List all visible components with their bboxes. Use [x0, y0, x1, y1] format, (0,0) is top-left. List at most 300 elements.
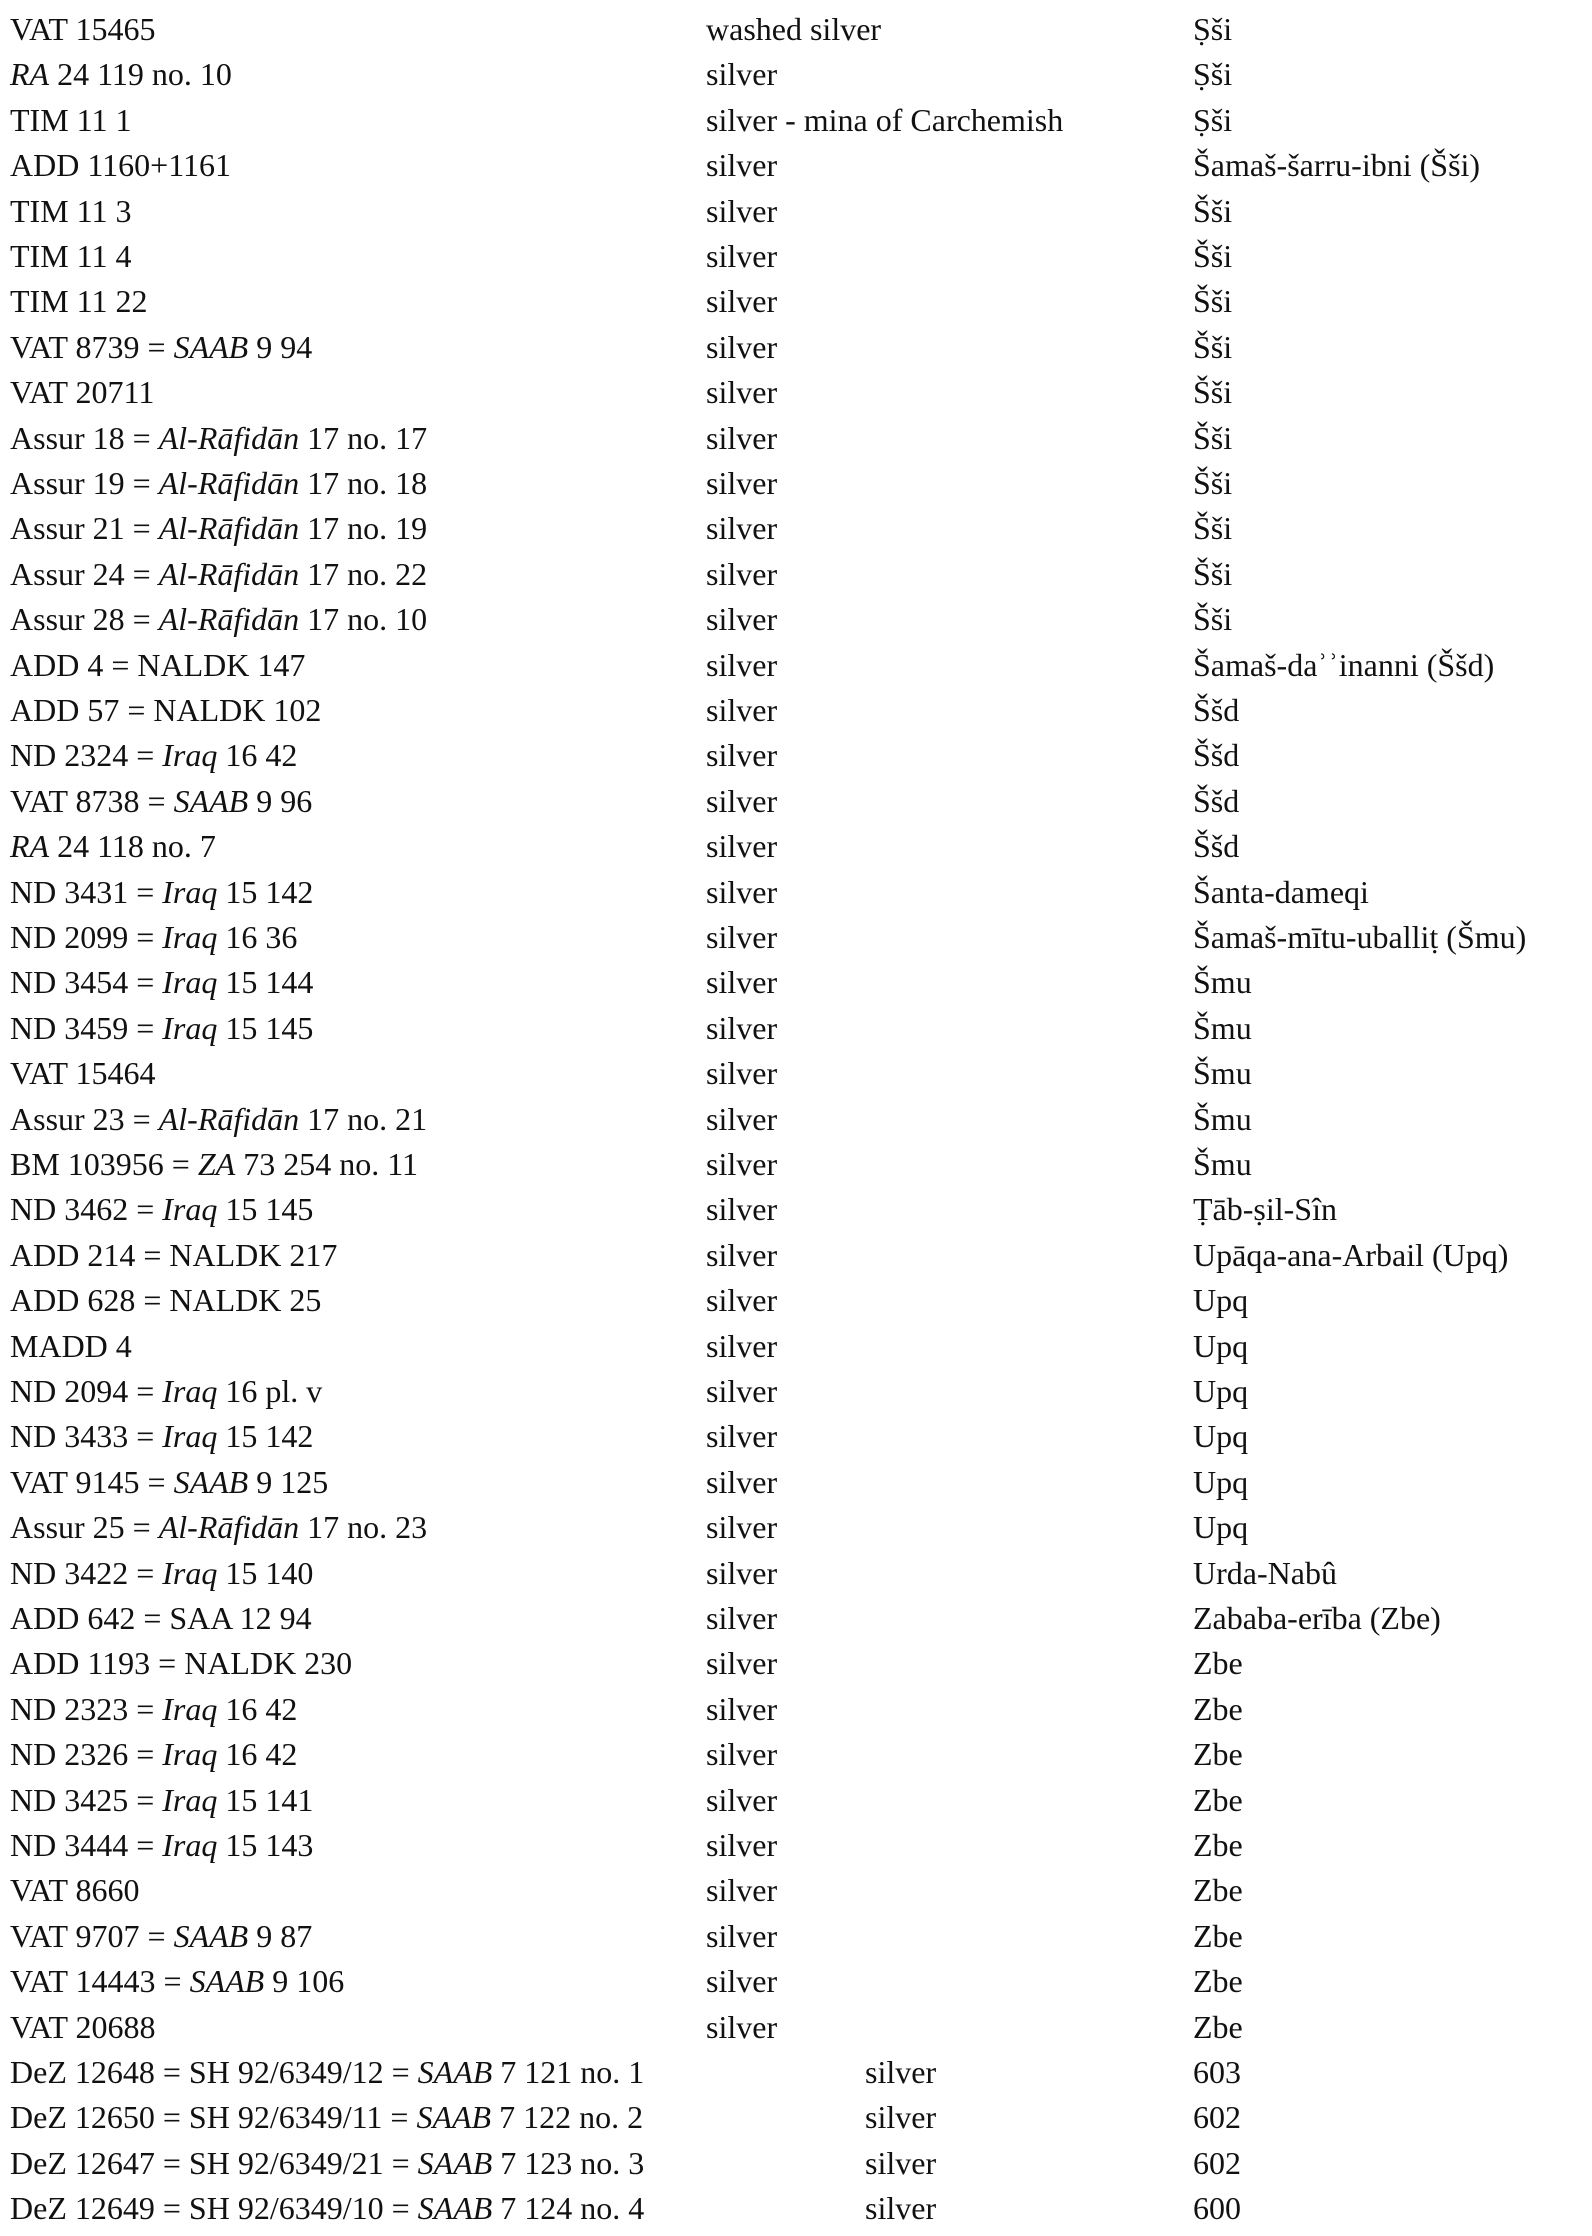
table-row: [0, 779, 1592, 824]
reference-text: VAT 20711: [10, 374, 155, 411]
publication-title: RA: [10, 828, 50, 865]
material-cell: silver: [706, 1917, 778, 1954]
name-cell: Šši: [1193, 283, 1233, 320]
reference-text: ND 2324 =: [10, 737, 163, 774]
reference-text: Assur 24 =: [10, 555, 159, 592]
name-cell: Šši: [1193, 419, 1233, 456]
reference-text: Assur 28 =: [10, 601, 159, 638]
reference-cell: [10, 279, 147, 324]
name-cell: Šši: [1193, 510, 1233, 547]
material-cell: silver: [706, 374, 778, 411]
reference-cell: [10, 1641, 352, 1686]
reference-cell: [10, 1551, 313, 1596]
reference-text: 9 106: [264, 1963, 345, 2000]
material-cell: silver: [865, 2099, 937, 2136]
table-row: [0, 1097, 1592, 1142]
name-cell: Ṣši: [1193, 56, 1233, 93]
reference-cell: [10, 2141, 644, 2186]
reference-text: 9 96: [248, 782, 313, 819]
publication-title: SAAB: [417, 2054, 493, 2090]
table-row: [0, 143, 1592, 188]
reference-text: 15 144: [217, 964, 314, 1001]
material-cell: silver: [706, 1191, 778, 1228]
material-cell: silver: [706, 1781, 778, 1818]
table-row: [0, 1732, 1592, 1777]
publication-title: SAAB: [173, 1463, 249, 1500]
reference-cell: [10, 506, 427, 551]
name-cell: Upq: [1193, 1418, 1249, 1455]
table-row: [0, 1324, 1592, 1369]
publication-title: Iraq: [162, 737, 218, 774]
material-cell: silver: [706, 1282, 778, 1319]
publication-title: Iraq: [162, 1191, 218, 1228]
reference-text: ADD 1160+1161: [10, 147, 231, 184]
reference-text: 17 no. 10: [299, 601, 428, 638]
reference-text: 15 142: [217, 873, 314, 910]
name-cell: Zbe: [1193, 1690, 1243, 1727]
material-cell: silver: [865, 2144, 937, 2181]
reference-cell: [10, 688, 321, 733]
reference-cell: [10, 2095, 643, 2140]
name-cell: Ṣši: [1193, 11, 1233, 47]
table-row: [0, 1823, 1592, 1868]
material-cell: silver: [706, 1100, 778, 1137]
material-cell: silver - mina of Carchemish: [706, 101, 1064, 138]
reference-text: DeZ 12647 = SH 92/6349/21 =: [10, 2144, 418, 2181]
table-row: [0, 1414, 1592, 1459]
publication-title: Al-Rāfidān: [158, 601, 300, 638]
name-cell: Zbe: [1193, 1645, 1243, 1682]
name-cell: Zbe: [1193, 1963, 1243, 2000]
reference-cell: [10, 325, 312, 370]
name-cell: 603: [1193, 2054, 1241, 2090]
reference-cell: [10, 461, 427, 506]
table-row: [0, 1187, 1592, 1232]
reference-cell: [10, 1187, 313, 1232]
reference-cell: [10, 960, 313, 1005]
reference-text: ND 3433 =: [10, 1418, 163, 1455]
material-cell: silver: [706, 2008, 778, 2045]
publication-title: SAAB: [173, 782, 249, 819]
table-row: [0, 325, 1592, 370]
reference-text: Assur 23 =: [10, 1100, 159, 1137]
material-cell: silver: [706, 1736, 778, 1773]
reference-text: ND 3454 =: [10, 964, 163, 1001]
material-cell: silver: [706, 555, 778, 592]
reference-text: 17 no. 21: [299, 1100, 428, 1137]
material-cell: silver: [706, 1009, 778, 1046]
material-cell: silver: [865, 2190, 937, 2227]
publication-title: Al-Rāfidān: [158, 419, 300, 456]
reference-text: VAT 15465: [10, 11, 156, 47]
publication-title: Iraq: [162, 1009, 218, 1046]
publication-title: Iraq: [162, 1781, 218, 1818]
name-cell: Ššd: [1193, 737, 1240, 774]
reference-text: ADD 642 = SAA 12 94: [10, 1600, 312, 1636]
material-cell: silver: [706, 1327, 778, 1364]
material-cell: silver: [706, 828, 778, 865]
reference-cell: [10, 643, 305, 688]
reference-text: ADD 628 = NALDK 25: [10, 1282, 322, 1319]
reference-text: 16 42: [217, 737, 298, 774]
name-cell: Šmu: [1193, 1055, 1252, 1092]
name-cell: Upq: [1193, 1463, 1249, 1500]
table-row: [0, 1006, 1592, 1051]
table-row: [0, 189, 1592, 234]
material-cell: silver: [706, 1600, 778, 1636]
name-cell: Šši: [1193, 465, 1233, 501]
material-cell: washed silver: [706, 11, 882, 47]
name-cell: Zbe: [1193, 1736, 1243, 1773]
reference-cell: [10, 1414, 313, 1459]
reference-text: ND 2326 =: [10, 1736, 163, 1773]
publication-title: Al-Rāfidān: [158, 1100, 300, 1137]
table-row: [0, 733, 1592, 778]
reference-text: 9 87: [248, 1917, 313, 1954]
material-cell: silver: [706, 1373, 778, 1409]
publication-title: Iraq: [162, 1554, 218, 1591]
reference-text: TIM 11 3: [10, 192, 132, 229]
table-row: [0, 461, 1592, 506]
material-cell: silver: [706, 646, 778, 683]
table-row: [0, 1278, 1592, 1323]
reference-cell: [10, 7, 156, 52]
material-cell: silver: [706, 510, 778, 547]
table-row: [0, 2050, 1592, 2095]
table-row: [0, 1868, 1592, 1913]
table-row: [0, 1369, 1592, 1414]
reference-text: 17 no. 23: [299, 1509, 428, 1546]
reference-text: ND 3422 =: [10, 1554, 163, 1591]
reference-text: MADD 4: [10, 1327, 132, 1364]
reference-cell: [10, 1868, 140, 1913]
reference-text: 16 42: [217, 1736, 298, 1773]
material-cell: silver: [865, 2054, 937, 2090]
publication-title: Al-Rāfidān: [158, 510, 300, 547]
publication-title: SAAB: [417, 2190, 493, 2227]
name-cell: Šmu: [1193, 1100, 1252, 1137]
table-row: [0, 98, 1592, 143]
reference-text: ND 3459 =: [10, 1009, 163, 1046]
reference-cell: [10, 1278, 321, 1323]
reference-cell: [10, 1142, 418, 1187]
table-row: [0, 1959, 1592, 2004]
name-cell: Upq: [1193, 1509, 1249, 1546]
material-cell: silver: [706, 1690, 778, 1727]
table-row: [0, 1687, 1592, 1732]
reference-cell: [10, 52, 232, 97]
table-row: [0, 1142, 1592, 1187]
material-cell: silver: [706, 737, 778, 774]
material-cell: silver: [706, 56, 778, 93]
table-row: [0, 416, 1592, 461]
reference-text: 16 42: [217, 1690, 298, 1727]
reference-cell: [10, 416, 427, 461]
table-row: [0, 2141, 1592, 2186]
name-cell: Šši: [1193, 555, 1233, 592]
table-row: [0, 915, 1592, 960]
reference-text: VAT 8738 =: [10, 782, 174, 819]
table-row: [0, 824, 1592, 869]
name-cell: Šši: [1193, 328, 1233, 365]
reference-cell: [10, 1097, 427, 1142]
material-cell: silver: [706, 465, 778, 501]
material-cell: silver: [706, 328, 778, 365]
material-cell: silver: [706, 238, 778, 274]
reference-text: ADD 57 = NALDK 102: [10, 692, 322, 728]
reference-text: Assur 18 =: [10, 419, 159, 456]
table-row: [0, 234, 1592, 279]
table-row: [0, 1460, 1592, 1505]
reference-text: 24 118 no. 7: [49, 828, 216, 865]
table-row: [0, 2095, 1592, 2140]
reference-cell: [10, 1914, 312, 1959]
reference-text: 9 125: [248, 1463, 329, 1500]
publication-title: Iraq: [162, 1827, 218, 1863]
reference-text: TIM 11 22: [10, 283, 148, 320]
reference-text: 15 143: [217, 1827, 314, 1863]
material-cell: silver: [706, 283, 778, 320]
material-cell: silver: [706, 1645, 778, 1682]
reference-cell: [10, 779, 312, 824]
reference-cell: [10, 552, 427, 597]
publication-title: Iraq: [162, 1373, 218, 1409]
reference-cell: [10, 915, 297, 960]
reference-text: 17 no. 18: [299, 465, 428, 501]
publication-title: Al-Rāfidān: [158, 1509, 300, 1546]
reference-cell: [10, 1233, 337, 1278]
name-cell: Zbe: [1193, 1827, 1243, 1863]
publication-title: Iraq: [162, 1418, 218, 1455]
reference-cell: [10, 2005, 156, 2050]
name-cell: Zbe: [1193, 1781, 1243, 1818]
reference-text: 7 122 no. 2: [491, 2099, 644, 2136]
reference-cell: [10, 733, 297, 778]
reference-cell: [10, 1460, 328, 1505]
reference-text: 17 no. 19: [299, 510, 428, 547]
material-cell: silver: [706, 419, 778, 456]
reference-text: DeZ 12650 = SH 92/6349/11 =: [10, 2099, 417, 2136]
reference-text: ADD 4 = NALDK 147: [10, 646, 306, 683]
reference-text: ADD 1193 = NALDK 230: [10, 1645, 353, 1682]
material-cell: silver: [706, 192, 778, 229]
publication-title: SAAB: [189, 1963, 265, 2000]
reference-cell: [10, 2050, 644, 2095]
material-cell: silver: [706, 1554, 778, 1591]
material-cell: silver: [706, 1463, 778, 1500]
reference-text: ND 3462 =: [10, 1191, 163, 1228]
name-cell: Šši: [1193, 238, 1233, 274]
reference-cell: [10, 1051, 156, 1096]
material-cell: silver: [706, 1872, 778, 1909]
reference-cell: [10, 1823, 313, 1868]
material-cell: silver: [706, 1236, 778, 1273]
table-row: [0, 688, 1592, 733]
material-cell: silver: [706, 692, 778, 728]
reference-text: 17 no. 17: [299, 419, 428, 456]
name-cell: Šmu: [1193, 964, 1252, 1001]
name-cell: Upq: [1193, 1282, 1249, 1319]
reference-text: ND 2094 =: [10, 1373, 163, 1409]
table-row: [0, 643, 1592, 688]
name-cell: 602: [1193, 2144, 1241, 2181]
reference-cell: [10, 1505, 427, 1550]
reference-text: 16 36: [217, 919, 298, 955]
publication-title: Al-Rāfidān: [158, 465, 300, 501]
table-row: [0, 1641, 1592, 1686]
name-cell: Upq: [1193, 1327, 1249, 1364]
table-row: [0, 279, 1592, 324]
publication-title: Iraq: [162, 1736, 218, 1773]
table-row: [0, 1505, 1592, 1550]
material-cell: silver: [706, 873, 778, 910]
reference-text: TIM 11 1: [10, 101, 132, 138]
reference-cell: [10, 870, 313, 915]
reference-text: VAT 14443 =: [10, 1963, 190, 2000]
reference-text: 7 123 no. 3: [492, 2144, 645, 2181]
reference-text: DeZ 12649 = SH 92/6349/10 =: [10, 2190, 418, 2227]
publication-title: SAAB: [173, 328, 249, 365]
table-row: [0, 370, 1592, 415]
material-cell: silver: [706, 1418, 778, 1455]
name-cell: Zbe: [1193, 1872, 1243, 1909]
reference-cell: [10, 824, 216, 869]
publication-title: Iraq: [162, 1690, 218, 1727]
name-cell: 602: [1193, 2099, 1241, 2136]
material-cell: silver: [706, 1055, 778, 1092]
table-row: [0, 52, 1592, 97]
reference-cell: [10, 1959, 344, 2004]
name-cell: Upāqa-ana-Arbail (Upq): [1193, 1236, 1509, 1273]
reference-text: BM 103956 =: [10, 1146, 198, 1182]
reference-text: Assur 25 =: [10, 1509, 159, 1546]
reference-text: ND 3431 =: [10, 873, 163, 910]
reference-cell: [10, 1324, 132, 1369]
table-row: [0, 506, 1592, 551]
table-row: [0, 1551, 1592, 1596]
table-row: [0, 1778, 1592, 1823]
material-cell: silver: [706, 964, 778, 1001]
material-cell: silver: [706, 1827, 778, 1863]
name-cell: Ššd: [1193, 782, 1240, 819]
publication-title: Al-Rāfidān: [158, 555, 300, 592]
reference-cell: [10, 2186, 644, 2231]
reference-text: VAT 9145 =: [10, 1463, 174, 1500]
reference-cell: [10, 1732, 297, 1777]
table-row: [0, 960, 1592, 1005]
reference-text: ND 3425 =: [10, 1781, 163, 1818]
reference-text: 15 142: [217, 1418, 314, 1455]
publication-title: SAAB: [173, 1917, 249, 1954]
reference-cell: [10, 370, 154, 415]
name-cell: Ššd: [1193, 692, 1240, 728]
reference-cell: [10, 98, 131, 143]
name-cell: Šamaš-daʾʾinanni (Ššd): [1193, 646, 1495, 683]
reference-cell: [10, 1687, 297, 1732]
reference-text: ND 2323 =: [10, 1690, 163, 1727]
publication-title: SAAB: [417, 2144, 493, 2181]
table-row: [0, 2005, 1592, 2050]
reference-text: VAT 8660: [10, 1872, 140, 1909]
reference-text: VAT 15464: [10, 1055, 156, 1092]
reference-cell: [10, 1778, 313, 1823]
material-cell: silver: [706, 601, 778, 638]
material-cell: silver: [706, 1509, 778, 1546]
publication-title: ZA: [197, 1146, 236, 1182]
table-row: [0, 7, 1592, 52]
table-row: [0, 597, 1592, 642]
reference-text: Assur 19 =: [10, 465, 159, 501]
table-row: [0, 552, 1592, 597]
name-cell: Šši: [1193, 374, 1233, 411]
reference-text: DeZ 12648 = SH 92/6349/12 =: [10, 2054, 418, 2090]
publication-title: Iraq: [162, 873, 218, 910]
name-cell: Šmu: [1193, 1146, 1252, 1182]
table-row: [0, 1051, 1592, 1096]
reference-text: 7 124 no. 4: [492, 2190, 645, 2227]
table-row: [0, 1914, 1592, 1959]
reference-text: 15 141: [217, 1781, 314, 1818]
reference-text: 16 pl. v: [217, 1373, 323, 1409]
name-cell: Ṭāb-ṣil-Sîn: [1193, 1191, 1337, 1228]
name-cell: Ššd: [1193, 828, 1240, 865]
reference-text: ND 2099 =: [10, 919, 163, 955]
reference-text: VAT 20688: [10, 2008, 156, 2045]
reference-text: 15 140: [217, 1554, 314, 1591]
reference-text: TIM 11 4: [10, 238, 132, 274]
name-cell: Šamaš-šarru-ibni (Šši): [1193, 147, 1481, 184]
reference-cell: [10, 189, 131, 234]
reference-text: ND 3444 =: [10, 1827, 163, 1863]
name-cell: Zababa-erība (Zbe): [1193, 1600, 1441, 1636]
material-cell: silver: [706, 147, 778, 184]
name-cell: Šmu: [1193, 1009, 1252, 1046]
reference-text: Assur 21 =: [10, 510, 159, 547]
reference-text: 7 121 no. 1: [492, 2054, 645, 2090]
material-cell: silver: [706, 919, 778, 955]
material-cell: silver: [706, 782, 778, 819]
reference-cell: [10, 597, 427, 642]
table-row: [0, 1233, 1592, 1278]
reference-text: VAT 9707 =: [10, 1917, 174, 1954]
table-row: [0, 1596, 1592, 1641]
name-cell: Urda-Nabû: [1193, 1554, 1337, 1591]
name-cell: 600: [1193, 2190, 1241, 2227]
publication-title: Iraq: [162, 964, 218, 1001]
name-cell: Upq: [1193, 1373, 1249, 1409]
reference-cell: [10, 234, 131, 279]
reference-text: 24 119 no. 10: [49, 56, 232, 93]
reference-cell: [10, 143, 231, 188]
name-cell: Šši: [1193, 601, 1233, 638]
material-cell: silver: [706, 1146, 778, 1182]
reference-text: VAT 8739 =: [10, 328, 174, 365]
name-cell: Zbe: [1193, 2008, 1243, 2045]
name-cell: Šamaš-mītu-uballiṭ (Šmu): [1193, 919, 1527, 955]
material-cell: silver: [706, 1963, 778, 2000]
name-cell: Zbe: [1193, 1917, 1243, 1954]
reference-text: 15 145: [217, 1009, 314, 1046]
reference-text: ADD 214 = NALDK 217: [10, 1236, 338, 1273]
name-cell: Šanta-dameqi: [1193, 873, 1369, 910]
reference-cell: [10, 1006, 313, 1051]
table-row: [0, 870, 1592, 915]
publication-title: Iraq: [162, 919, 218, 955]
reference-cell: [10, 1369, 322, 1414]
reference-cell: [10, 1596, 312, 1641]
name-cell: Šši: [1193, 192, 1233, 229]
reference-text: 73 254 no. 11: [235, 1146, 418, 1182]
